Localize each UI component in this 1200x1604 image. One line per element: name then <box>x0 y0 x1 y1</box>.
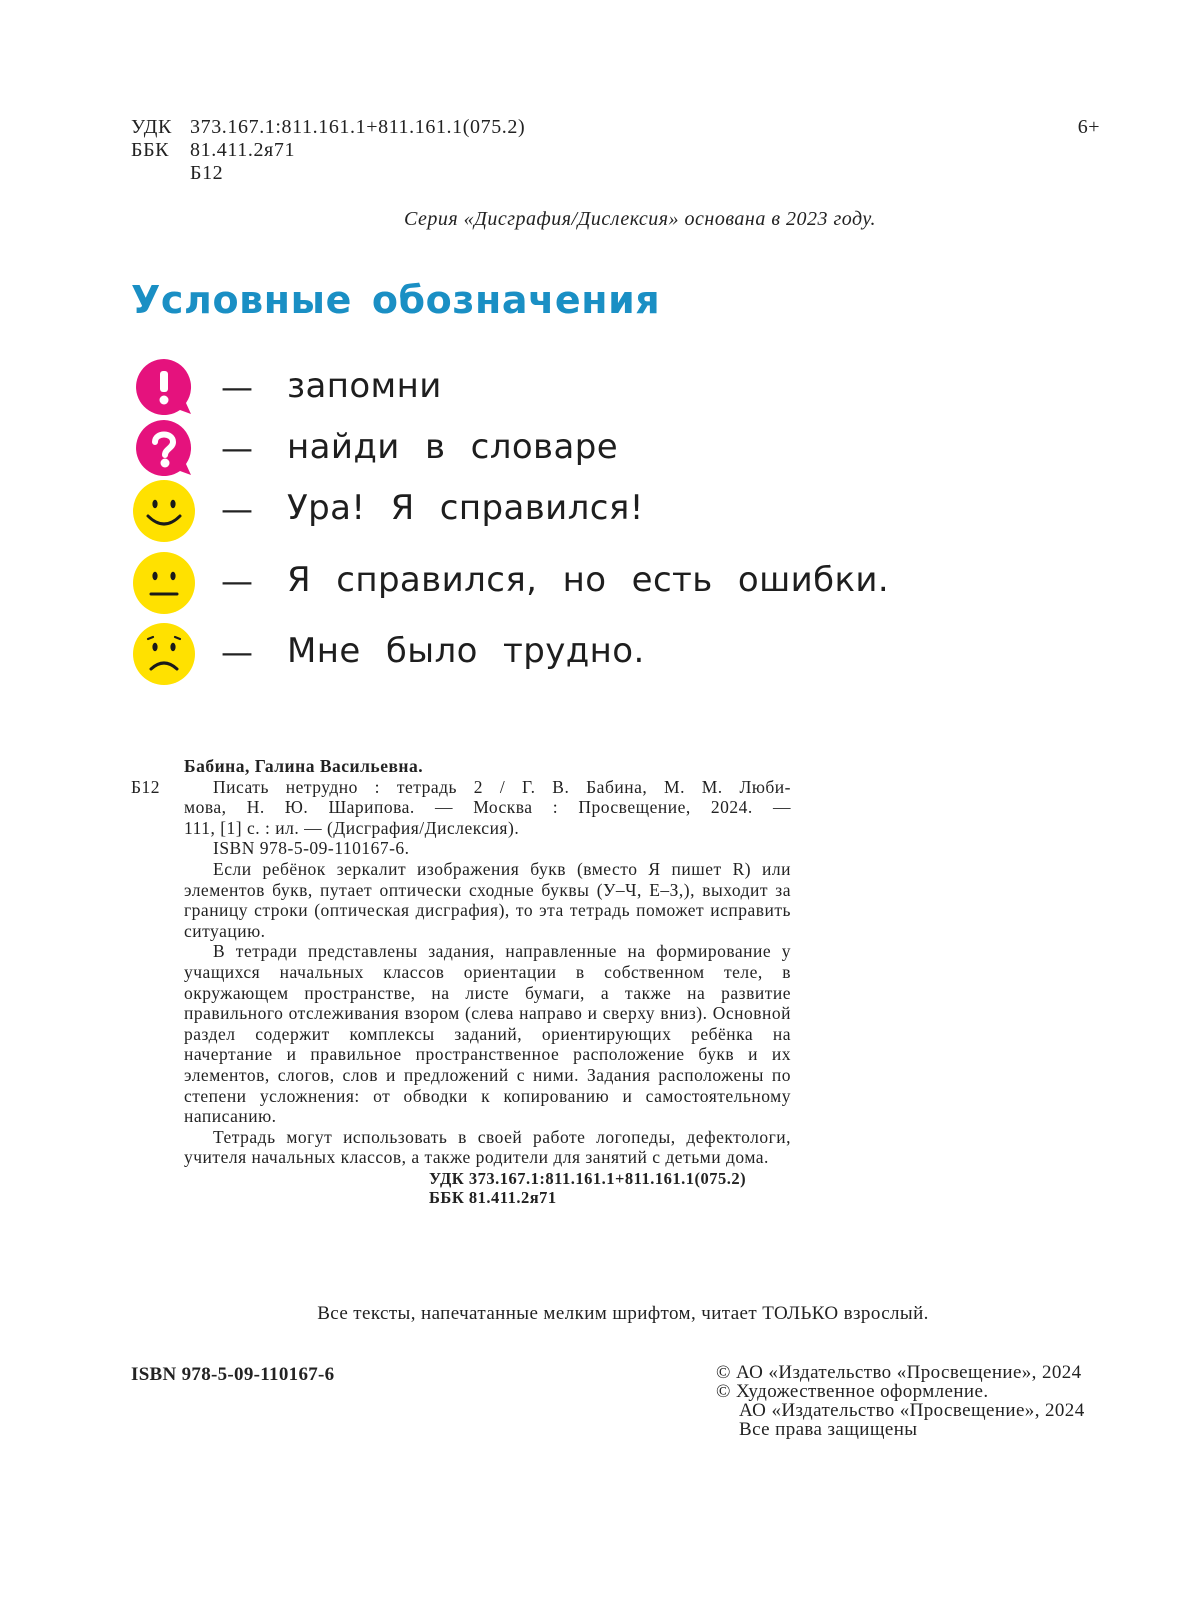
card-isbn: ISBN 978-5-09-110167-6. <box>213 838 410 859</box>
legend-dash: — <box>221 490 253 528</box>
card-bib-line: мова, Н. Ю. Шарипова. — Москва : Просвещение, 2024. — <box>184 797 791 818</box>
legend-item-errors <box>131 550 1031 616</box>
footer-isbn: ISBN 978-5-09-110167-6 <box>131 1364 335 1385</box>
legend-item-remember <box>131 356 1031 422</box>
question-bubble-icon <box>131 417 197 483</box>
copyright-block <box>716 1363 1085 1439</box>
catalog-card <box>131 756 791 1207</box>
legend-item-label: Я справился, но есть ошибки. <box>287 560 890 600</box>
copyright-line: АО «Издательство «Просвещение», 2024 <box>739 1400 1085 1421</box>
exclamation-bubble-icon <box>131 356 197 422</box>
card-bbk: ББК 81.411.2я71 <box>429 1187 557 1207</box>
legend-item-label: Мне было трудно. <box>287 631 645 671</box>
card-letter-code: Б12 <box>131 776 161 797</box>
card-abstract: Если ребёнок зеркалит изображения букв (вместо Я пишет R) или элементов букв, путает оптически сходные буквы (У–Ч, Е–З,), выходит за границу строки (оптическая дисграфия), то эта тетрадь поможет исправить ситуацию. <box>184 858 791 941</box>
bbk-label: ББК <box>131 139 170 161</box>
small-print-note: Все тексты, напечатанные мелким шрифтом, читает ТОЛЬКО взрослый. <box>317 1303 929 1324</box>
card-author: Бабина, Галина Васильевна. <box>184 756 424 776</box>
author-mark: Б12 <box>190 162 224 184</box>
legend-item-difficult <box>131 621 1031 687</box>
rights-reserved: Все права защищены <box>739 1419 918 1440</box>
card-abstract: Тетрадь могут использовать в своей работе логопеды, дефектологи, учителя начальных классов, а также родители для занятий с детьми дома. <box>184 1126 791 1168</box>
card-abstract: В тетради представлены задания, направленные на формирование у учащихся начальных классов ориентации в собственном теле, в окружающем пространстве, на листе бумаги, а также на развитие правильного отслеживания взором (слева направо и сверху вниз). Основной раздел содержит комплексы заданий, ориентирующих ребёнка на начертание и правильное пространственное расположение букв и их элементов, слогов, слов и предложений с ними. Задания расположены по степени усложнения: от обводки к копированию и самостоятельному написанию. <box>184 941 791 1127</box>
bbk-row <box>131 139 525 162</box>
udk-label: УДК <box>131 116 172 138</box>
card-codes <box>184 1169 791 1207</box>
neutral-face-icon <box>131 550 197 616</box>
bbk-value: 81.411.2я71 <box>190 139 296 161</box>
legend-dash: — <box>221 562 253 600</box>
happy-face-icon <box>131 478 197 544</box>
copyright-line: © Художественное оформление. <box>716 1381 989 1402</box>
legend-dash: — <box>221 633 253 671</box>
legend-item-label: запомни <box>287 366 442 406</box>
copyright-line: © АО «Издательство «Просвещение», 2024 <box>716 1362 1082 1383</box>
card-bib-line: 111, [1] с. : ил. — (Дисграфия/Дислексия). <box>184 817 520 838</box>
age-rating: 6+ <box>1077 116 1100 138</box>
legend-dash: — <box>221 368 253 406</box>
legend-item-dictionary <box>131 417 1031 483</box>
sad-face-icon <box>131 621 197 687</box>
legend-item-success <box>131 478 1031 544</box>
legend-item-label: Ура! Я справился! <box>287 488 644 528</box>
classification-block <box>131 116 525 185</box>
card-body <box>131 777 791 1207</box>
legend-item-label: найди в словаре <box>287 427 619 467</box>
legend-dash: — <box>221 429 253 467</box>
udk-row <box>131 116 525 139</box>
series-note: Серия «Дисграфия/Дислексия» основана в 2023 году. <box>403 208 877 230</box>
card-bib-line: Писать нетрудно : тетрадь 2 / Г. В. Бабина, М. М. Люби- <box>213 776 791 797</box>
legend-title: Условные обозначения <box>131 278 661 322</box>
card-udk: УДК 373.167.1:811.161.1+811.161.1(075.2) <box>429 1168 747 1188</box>
udk-value: 373.167.1:811.161.1+811.161.1(075.2) <box>190 116 526 138</box>
